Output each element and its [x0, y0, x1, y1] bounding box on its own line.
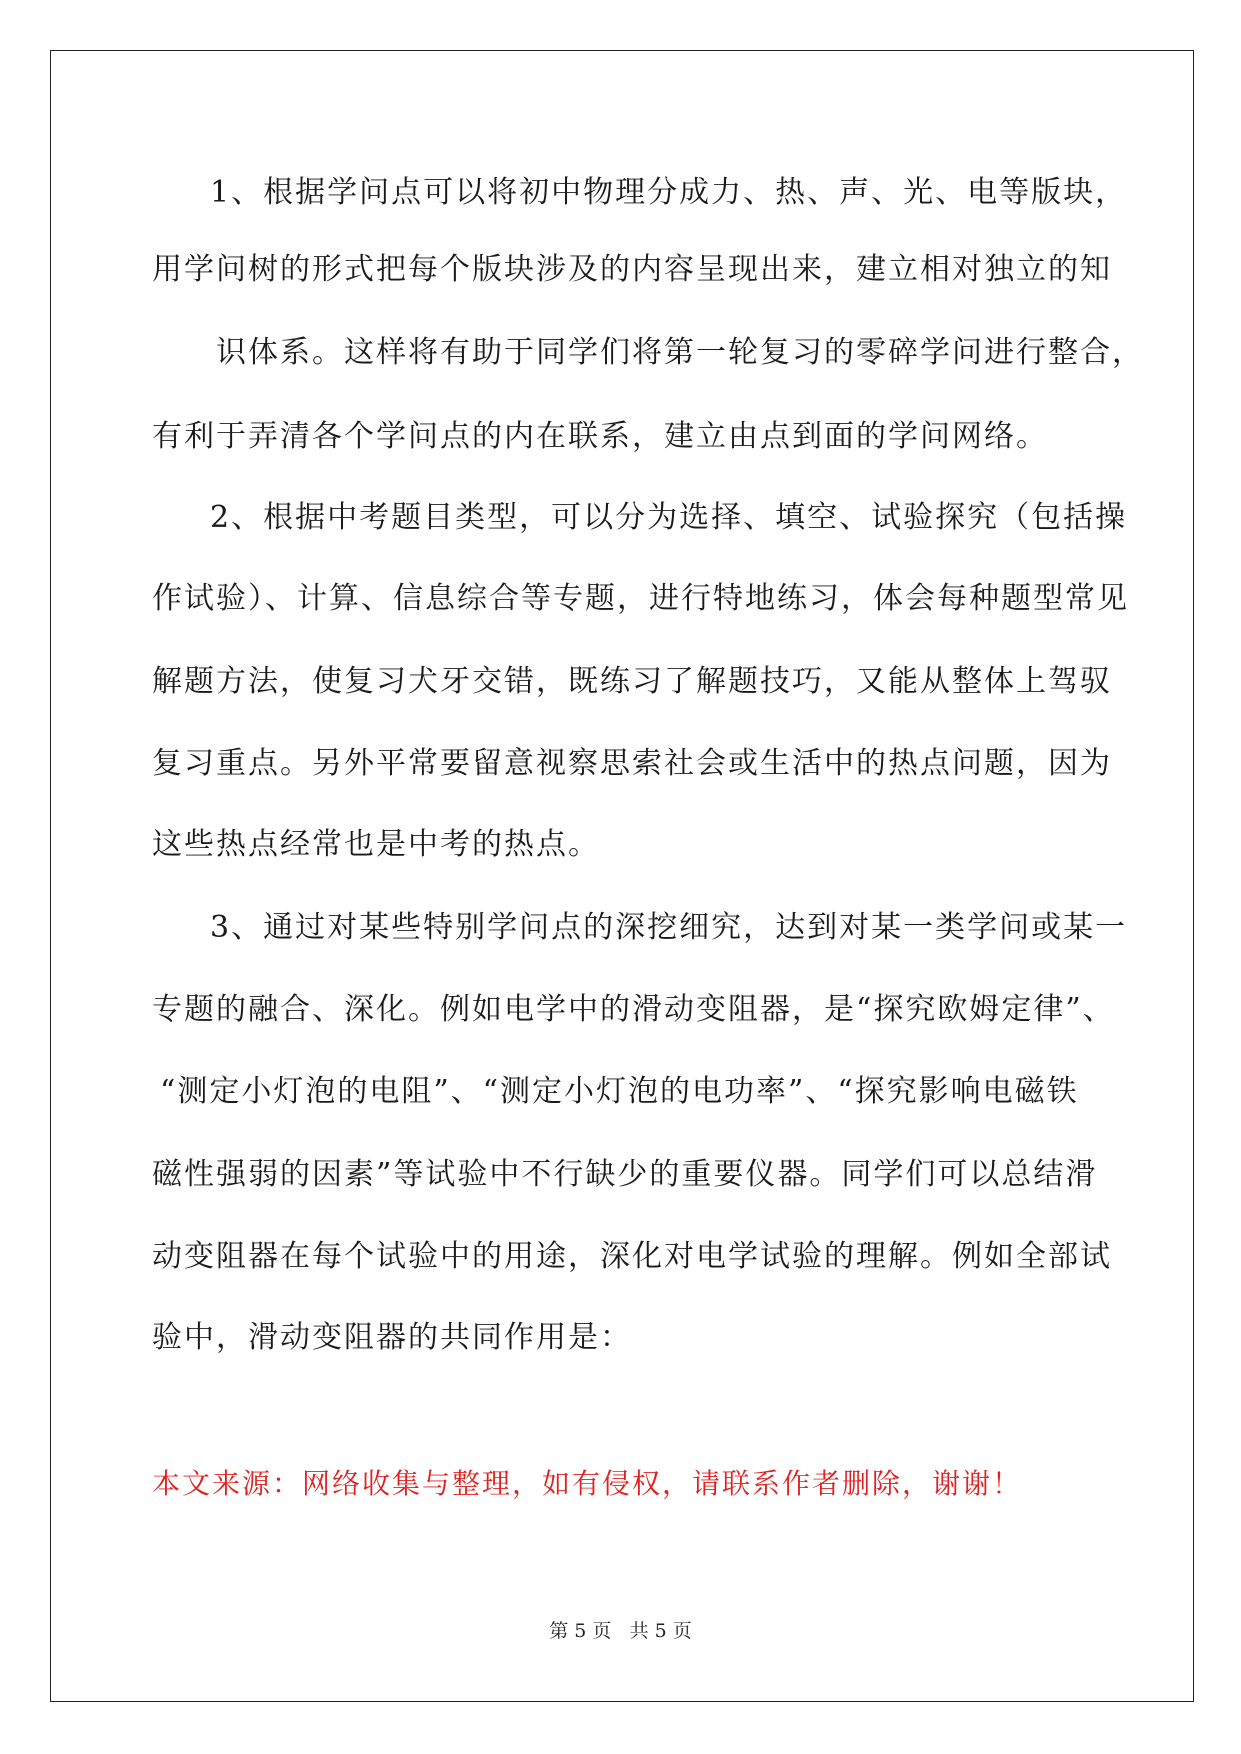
body-line-8: 复习重点。另外平常要留意视察思索社会或生活中的热点问题，因为: [152, 746, 1112, 781]
body-line-9: 这些热点经常也是中考的热点。: [152, 827, 600, 862]
body-line-12: “测定小灯泡的电阻”、“测定小灯泡的电功率”、“探究影响电磁铁: [160, 1074, 1079, 1109]
page-footer: [0, 1616, 1241, 1643]
body-line-7: 解题方法，使复习犬牙交错，既练习了解题技巧，又能从整体上驾驭: [152, 664, 1112, 699]
source-note: 本文来源：网络收集与整理，如有侵权，请联系作者删除，谢谢！: [152, 1467, 1023, 1500]
body-line-11: 专题的融合、深化。例如电学中的滑动变阻器，是“探究欧姆定律”、: [152, 992, 1115, 1027]
body-line-3: 识体系。这样将有助于同学们将第一轮复习的零碎学问进行整合，: [216, 335, 1144, 370]
body-line-2: 用学问树的形式把每个版块涉及的内容呈现出来，建立相对独立的知: [152, 252, 1112, 287]
body-line-13: 磁性强弱的因素”等试验中不行缺少的重要仪器。同学们可以总结滑: [152, 1157, 1098, 1192]
body-line-5: 2、根据中考题目类型，可以分为选择、填空、试验探究（包括操: [210, 500, 1128, 535]
body-line-6: 作试验）、计算、信息综合等专题，进行特地练习，体会每种题型常见: [152, 581, 1129, 616]
page-number: 第 5 页: [549, 1620, 612, 1642]
body-line-14: 动变阻器在每个试验中的用途，深化对电学试验的理解。例如全部试: [152, 1239, 1112, 1274]
body-line-10: 3、通过对某些特别学问点的深挖细究，达到对某一类学问或某一: [210, 910, 1128, 945]
body-line-4: 有利于弄清各个学问点的内在联系，建立由点到面的学问网络。: [152, 419, 1048, 454]
body-line-1: 1、根据学问点可以将初中物理分成力、热、声、光、电等版块，: [210, 175, 1128, 210]
body-line-15: 验中，滑动变阻器的共同作用是：: [152, 1320, 632, 1355]
page-total: 共 5 页: [629, 1620, 692, 1642]
page-border: [50, 50, 1194, 1702]
